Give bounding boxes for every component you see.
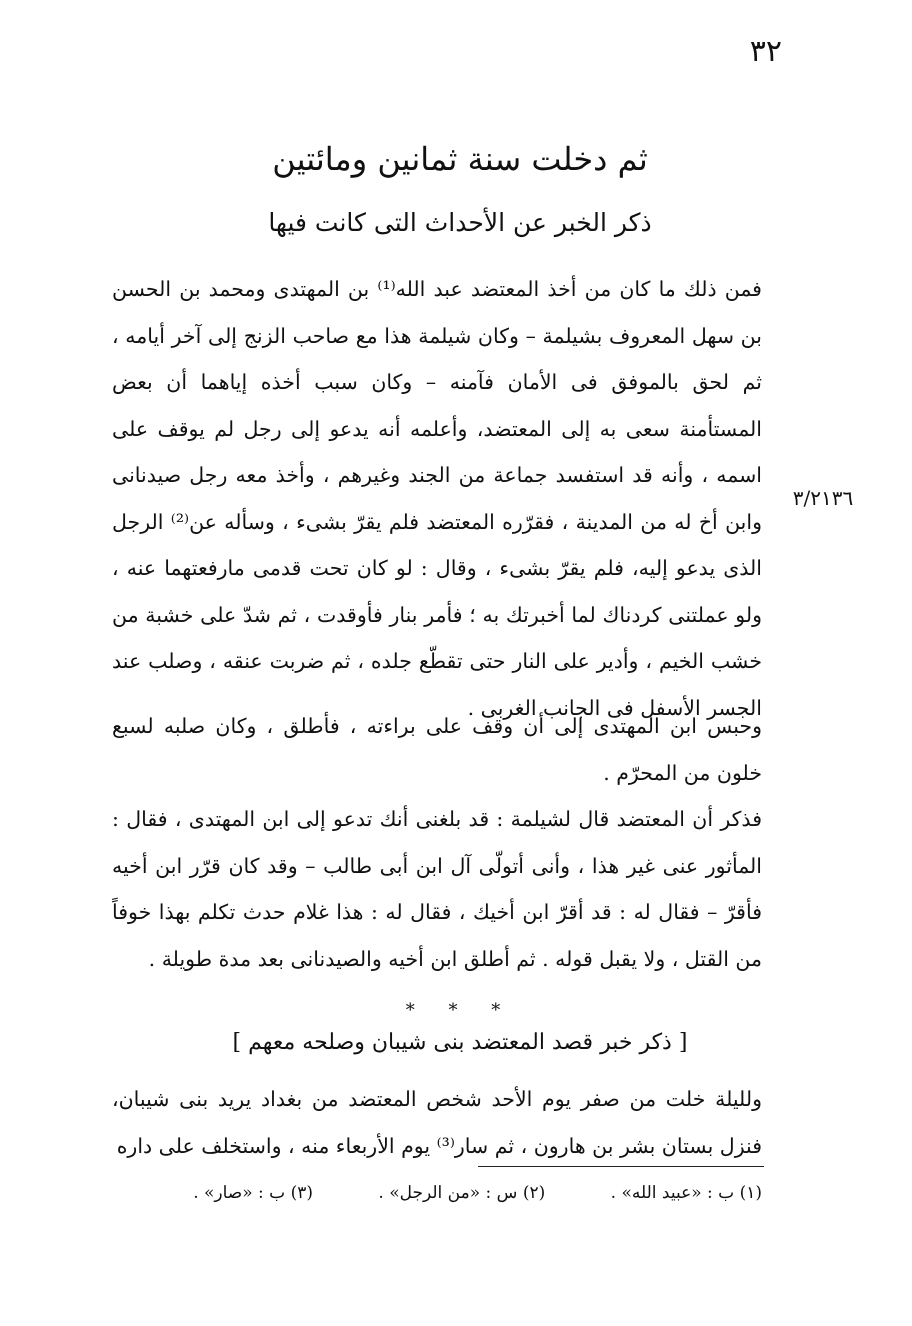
paragraph-1: فمن ذلك ما كان من أخذ المعتضد عبد الله⁽¹⁾ بن المهتدى ومحمد بن الحسن بن سهل المعروف بشيلمة – وكان شيلمة هذا مع صاحب الزنج إلى آخر أيامه ، ثم لحق بالموفق فى الأمان فآمنه – وكان سبب أخذه إياهما أن بعض المستأمنة سعى به إلى المعتضد، وأعلمه أنه يدعو إلى رجل لم يوقف على اسمه ، وأنه قد استفسد جماعة من الجند وغيرهم ، وأخذ معه رجل صيدنانى وابن أخ له من المدينة ، فقرّره المعتضد فلم يقرّ بشىء ، وسأله عن⁽²⁾ الرجل الذى يدعو إليه، فلم يقرّ بشىء ، وقال : لو كان تحت قدمى مارفعتهما عنه ، ولو عملتنى كردناك لما أخبرتك به ؛ فأمر بنار فأوقدت ، ثم شدّ على خشبة من خشب الخيم ، وأدير على النار حتى تقطّع جلده ، ثم ضربت عنقه ، وصلب عند الجسر الأسفل فى الجانب الغربى . — [112, 277, 762, 720]
section-paragraph: ولليلة خلت من صفر يوم الأحد شخص المعتضد من بغداد يريد بنى شيبان، فنزل بستان بشر بن هارون ، ثم سار⁽³⁾ يوم الأربعاء منه ، واستخلف على داره — [112, 1087, 762, 1158]
chapter-heading: ثم دخلت سنة ثمانين ومائتين — [272, 140, 648, 178]
chapter-subheading: ذكر الخبر عن الأحداث التى كانت فيها — [268, 208, 652, 237]
footnote-divider — [478, 1166, 764, 1167]
paragraph-2: وحبس ابن المهتدى إلى أن وقف على براءته ، فأطلق ، وكان صلبه لسبع خلون من المحرّم . — [112, 714, 762, 785]
footnote-1: (١) ب : «عبيد الله» . — [610, 1183, 762, 1203]
margin-reference: ٣/٢١٣٦ — [792, 486, 854, 510]
footnote-2: (٢) س : «من الرجل» . — [378, 1183, 546, 1203]
section-separator: * * * — [405, 1000, 515, 1021]
section-heading: [ ذكر خبر قصد المعتضد بنى شيبان وصلحه معهم ] — [232, 1030, 688, 1055]
footnote-3: (٣) ب : «صار» . — [193, 1183, 313, 1203]
paragraph-3: فذكر أن المعتضد قال لشيلمة : قد بلغنى أنك تدعو إلى ابن المهتدى ، فقال : المأثور عنى غير هذا ، وأنى أتولّى آل ابن أبى طالب – وقد كان قرّر ابن أخيه فأقرّ – فقال له : قد أقرّ ابن أخيك ، فقال له : هذا غلام حدث تكلم بهذا خوفاً من القتل ، ولا يقبل قوله . ثم أطلق ابن أخيه والصيدنانى بعد مدة طويلة . — [112, 807, 762, 971]
page-number: ٣٢ — [749, 34, 782, 69]
footnotes — [112, 1178, 762, 1208]
